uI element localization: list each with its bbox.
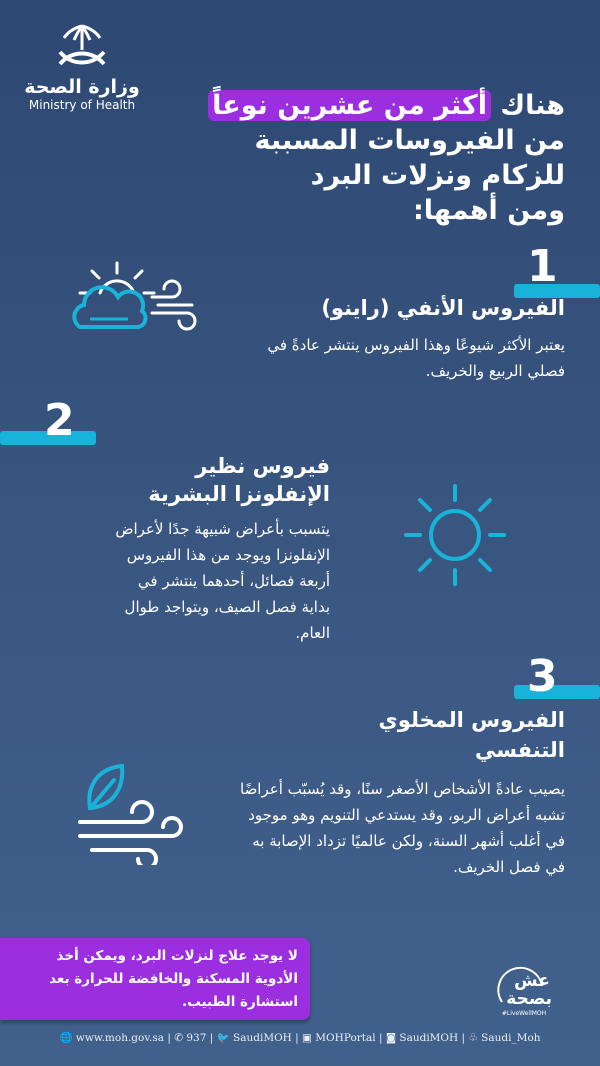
headline-line4: ومن أهمها: — [412, 195, 565, 226]
item3-title-line1: الفيروس المخلوي — [378, 708, 565, 732]
leaf-wind-icon — [72, 760, 192, 865]
item3-number: 3 — [527, 651, 558, 702]
headline — [145, 88, 565, 228]
item1-body: يعتبر الأكثر شيوعًا وهذا الفيروس ينتشر عادةً في فصلي الربيع والخريف. — [267, 336, 565, 380]
item3-body: يصيب عادةً الأشخاص الأصغر سنًا، وقد يُسبّب أعراضًا تشبه أعراض الربو، وقد يستدعي التنويم وهو موجود في أغلب أشهر السنة، ولكن عالميًا تزداد الإصابة به في فصل الخريف. — [240, 780, 565, 876]
item2-title-line2: الإنفلونزا البشرية — [148, 482, 330, 506]
palm-swords-emblem-icon — [52, 22, 112, 72]
item2-title-line1: فيروس نظير — [195, 454, 330, 478]
campaign-logo-text: عش بصحة — [506, 971, 552, 1009]
logo-arabic: وزارة الصحة — [24, 76, 140, 98]
headline-highlight: أكثر من عشرين نوعاً — [208, 90, 491, 121]
item1-title: الفيروس الأنفي (راينو) — [321, 296, 565, 320]
item2-number: 2 — [44, 395, 75, 446]
live-well-logo — [494, 966, 554, 1017]
sun-icon — [400, 480, 510, 590]
item2-body: يتسبب بأعراض شبيهة جدًا لأعراض الإنفلونزا ويوجد من هذا الفيروس أربعة فصائل، أحدهما ينتشر في بداية فصل الصيف، ويتواجد طوال العام. — [115, 520, 330, 642]
headline-line2: من الفيروسات المسببة — [254, 125, 565, 156]
cloud-sun-wind-icon — [62, 255, 202, 345]
treatment-note: لا يوجد علاج لنزلات البرد، ويمكن أخذ الأدوية المسكنة والخافضة للحرارة بعد استشارة الطبيب. — [0, 938, 310, 1020]
headline-line1: هناك — [490, 90, 565, 121]
moh-logo — [22, 22, 142, 113]
logo-english: Ministry of Health — [28, 98, 136, 112]
headline-line3: للزكام ونزلات البرد — [310, 160, 565, 191]
campaign-hashtag: #LiveWellMOH — [501, 1010, 547, 1017]
footer-contacts: 🌐 www.moh.gov.sa | ✆ 937 | 🐦 SaudiMOH | ▣ MOHPortal | ◙ SaudiMOH | ♧ Saudi_Moh — [59, 1032, 541, 1044]
item3-title-line2: التنفسي — [475, 738, 565, 762]
item1-number: 1 — [527, 241, 558, 292]
